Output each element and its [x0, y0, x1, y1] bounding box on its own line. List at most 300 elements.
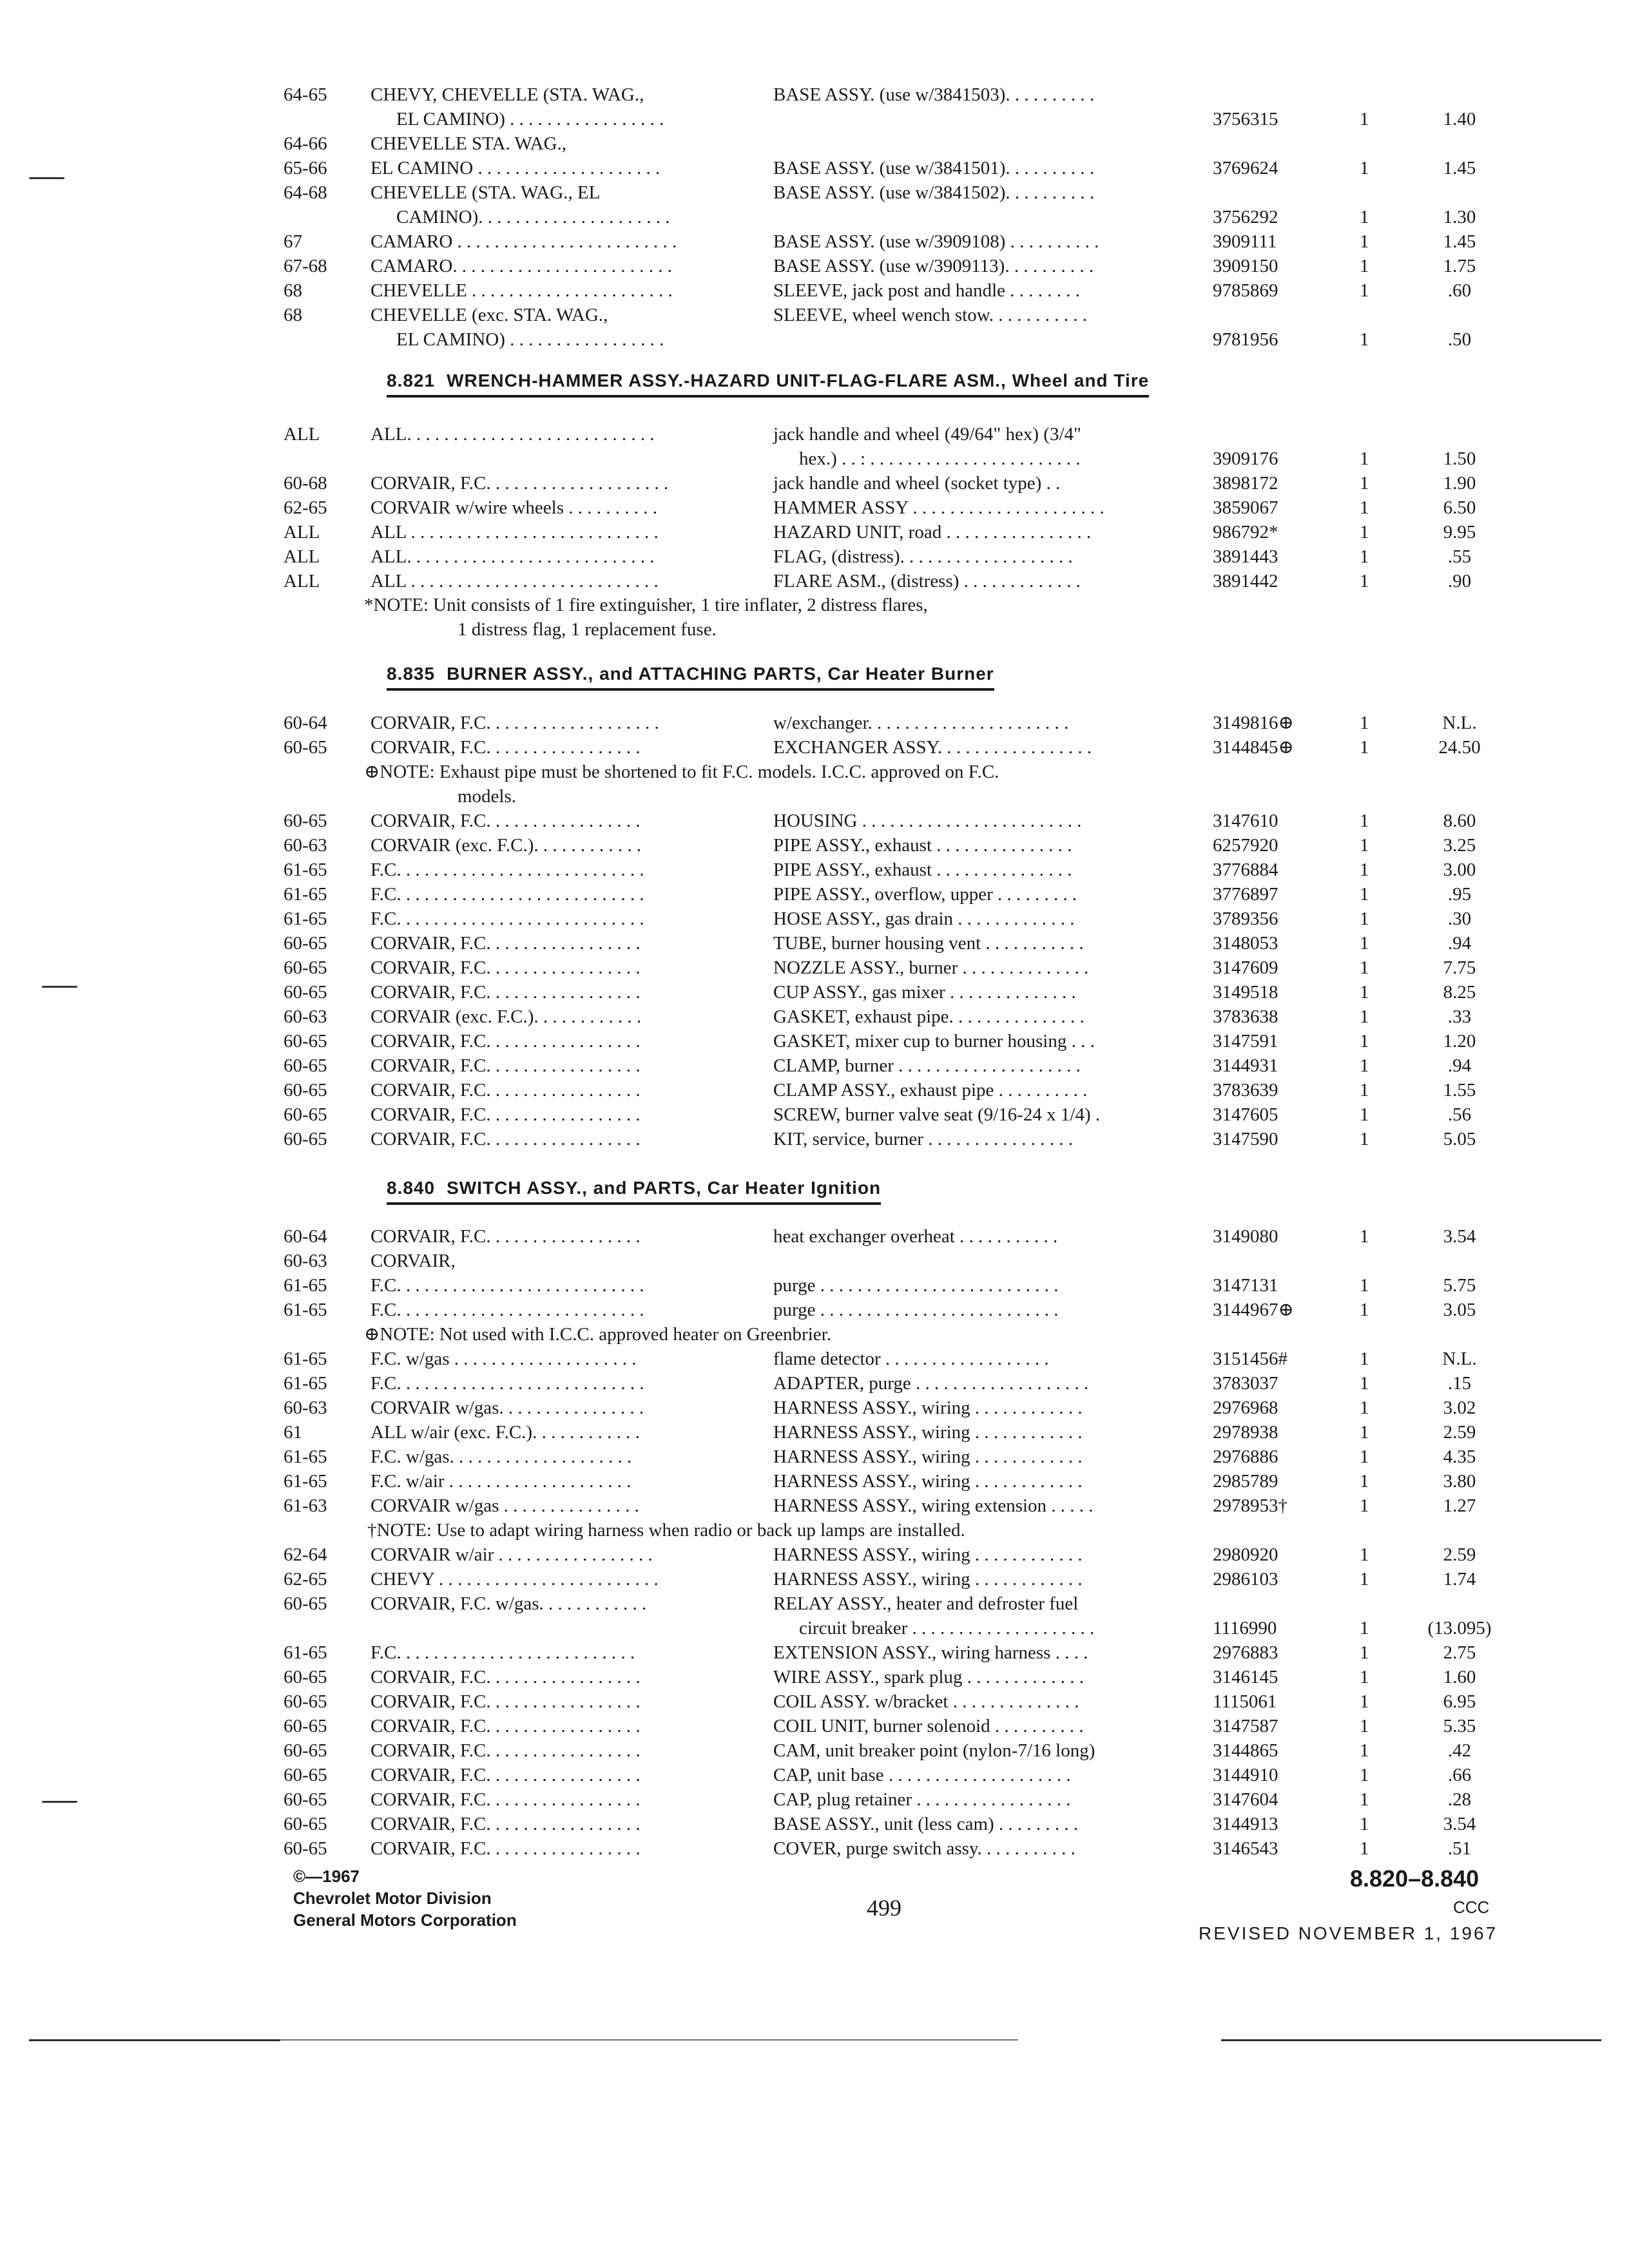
- quantity-cell: 1: [1360, 280, 1369, 301]
- part-cell: SLEEVE, wheel wench stow. . . . . . . . . . .: [773, 305, 1088, 325]
- year-cell: 68: [284, 305, 302, 325]
- part-number-cell: 3756292: [1213, 207, 1278, 227]
- model-cell: CORVAIR, F.C. . . . . . . . . . . . . . . . .: [371, 1031, 641, 1052]
- year-cell: 62-65: [284, 497, 327, 518]
- quantity-cell: 1: [1360, 1642, 1369, 1663]
- quantity-cell: 1: [1360, 1398, 1369, 1418]
- quantity-cell: 1: [1360, 811, 1369, 831]
- price-cell: 3.00: [1443, 860, 1476, 880]
- model-cell: F.C. . . . . . . . . . . . . . . . . . . . . . . . . . .: [371, 1373, 644, 1394]
- model-cell: CORVAIR, F.C. . . . . . . . . . . . . . . . . . .: [371, 713, 659, 733]
- table-row: [284, 520, 1508, 544]
- catalog-code: CCC: [1453, 1898, 1490, 1917]
- part-cell: SCREW, burner valve seat (9/16-24 x 1/4) .: [773, 1104, 1101, 1125]
- quantity-cell: 1: [1360, 957, 1369, 978]
- price-cell: (13.095): [1427, 1618, 1492, 1639]
- scan-margin-mark: [42, 986, 77, 988]
- part-number-cell: 3776897: [1213, 884, 1278, 905]
- table-row: [284, 1567, 1508, 1591]
- model-cell: CORVAIR, F.C. . . . . . . . . . . . . . . . .: [371, 1740, 641, 1761]
- model-cell: CORVAIR, F.C. . . . . . . . . . . . . . . . .: [371, 933, 641, 954]
- model-cell: CORVAIR, F.C. . . . . . . . . . . . . . . . .: [371, 1789, 641, 1810]
- section-840-note-b: [284, 1518, 1508, 1542]
- part-number-cell: 6257920: [1213, 835, 1278, 856]
- part-cell: CUP ASSY., gas mixer . . . . . . . . . . . . . .: [773, 982, 1076, 1003]
- quantity-cell: 1: [1360, 1814, 1369, 1834]
- quantity-cell: 1: [1360, 1691, 1369, 1712]
- part-number-cell: 2986103: [1213, 1569, 1278, 1590]
- model-cell: CORVAIR, F.C. . . . . . . . . . . . . . . . .: [371, 982, 641, 1003]
- part-number-cell: 3789356: [1213, 908, 1278, 929]
- model-cell: CORVAIR, F.C. . . . . . . . . . . . . . . . .: [371, 1226, 641, 1247]
- section-title: BURNER ASSY., and ATTACHING PARTS, Car Heater Burner: [447, 664, 994, 684]
- part-number-cell: 3783638: [1213, 1006, 1278, 1027]
- quantity-cell: 1: [1360, 1055, 1369, 1076]
- quantity-cell: 1: [1360, 1300, 1369, 1320]
- quantity-cell: 1: [1360, 1544, 1369, 1565]
- part-number-cell: 986792*: [1213, 522, 1278, 543]
- table-row: [284, 1494, 1508, 1518]
- part-number-cell: 3147131: [1213, 1275, 1278, 1296]
- note-line: models.: [458, 786, 517, 807]
- table-row: [284, 569, 1508, 593]
- part-cell: COIL UNIT, burner solenoid . . . . . . . . . .: [773, 1716, 1084, 1736]
- year-cell: 60-65: [284, 1080, 327, 1100]
- quantity-cell: 1: [1360, 109, 1369, 130]
- model-cell: ALL. . . . . . . . . . . . . . . . . . . . . . . . . . .: [371, 546, 655, 567]
- model-cell: CHEVELLE . . . . . . . . . . . . . . . . . . . . . .: [371, 280, 673, 301]
- part-cell: FLAG, (distress). . . . . . . . . . . . . . . . . . .: [773, 546, 1073, 567]
- model-cell: CORVAIR, F.C. w/gas. . . . . . . . . . . .: [371, 1593, 647, 1614]
- part-cell: BASE ASSY. (use w/3841503). . . . . . . . . .: [773, 84, 1095, 105]
- year-cell: 60-65: [284, 737, 327, 758]
- table-row: [284, 1689, 1508, 1714]
- table-row: [284, 156, 1508, 180]
- year-cell: 60-63: [284, 1398, 327, 1418]
- part-cell: GASKET, mixer cup to burner housing . . .: [773, 1031, 1095, 1052]
- quantity-cell: 1: [1360, 207, 1369, 227]
- model-cell: CHEVELLE STA. WAG.,: [371, 133, 567, 154]
- quantity-cell: 1: [1360, 1129, 1369, 1149]
- part-number-cell: 3891442: [1213, 571, 1278, 591]
- part-number-cell: 3769624: [1213, 158, 1278, 178]
- year-cell: ALL: [284, 571, 320, 591]
- year-cell: 64-65: [284, 84, 327, 105]
- price-cell: 1.30: [1443, 207, 1476, 227]
- note-line: 1 distress flag, 1 replacement fuse.: [458, 619, 717, 640]
- part-cell: PIPE ASSY., exhaust . . . . . . . . . . . . . . .: [773, 860, 1072, 880]
- quantity-cell: 1: [1360, 522, 1369, 543]
- table-row: [284, 1347, 1508, 1371]
- price-cell: 8.25: [1443, 982, 1476, 1003]
- year-cell: 60-65: [284, 933, 327, 954]
- model-cell: CORVAIR (exc. F.C.). . . . . . . . . . . .: [371, 1006, 642, 1027]
- year-cell: 61-63: [284, 1495, 327, 1516]
- model-cell: CHEVELLE (exc. STA. WAG., EL CAMINO) . . . . . . . . . . . . . . . . .: [371, 303, 1037, 327]
- section-number: 8.840: [387, 1178, 436, 1198]
- bottom-rule: [280, 2039, 1018, 2041]
- model-cell: ALL . . . . . . . . . . . . . . . . . . . . . . . . . . .: [371, 522, 659, 543]
- note-line: ⊕NOTE: Exhaust pipe must be shortened to fit F.C. models. I.C.C. approved on F.C.: [364, 762, 999, 782]
- price-cell: 3.54: [1443, 1814, 1476, 1834]
- part-cell-line2: circuit breaker . . . . . . . . . . . . . . . . . . . .: [799, 1618, 1095, 1639]
- table-row: [284, 907, 1508, 931]
- part-number-cell: 2976968: [1213, 1398, 1278, 1418]
- model-cell: CORVAIR, F.C. . . . . . . . . . . . . . . . .: [371, 737, 641, 758]
- table-row: [284, 956, 1508, 980]
- section-title: WRENCH-HAMMER ASSY.-HAZARD UNIT-FLAG-FLARE ASM., Wheel and Tire: [447, 370, 1150, 390]
- model-cell: CAMARO . . . . . . . . . . . . . . . . . . . . . . . .: [371, 231, 677, 252]
- section-835-note: [284, 760, 1508, 809]
- section-840-heading: [387, 1178, 881, 1205]
- year-cell: 61-65: [284, 860, 327, 880]
- year-cell: 60-65: [284, 811, 327, 831]
- price-cell: 1.45: [1443, 158, 1476, 178]
- table-row: [284, 1371, 1508, 1396]
- table-row: [284, 1029, 1508, 1053]
- price-cell: 1.45: [1443, 231, 1476, 252]
- quantity-cell: 1: [1360, 1226, 1369, 1247]
- part-cell: PIPE ASSY., exhaust . . . . . . . . . . . . . . .: [773, 835, 1072, 856]
- price-cell: 1.75: [1443, 256, 1476, 276]
- price-cell: 5.05: [1443, 1129, 1476, 1149]
- price-cell: 2.59: [1443, 1544, 1476, 1565]
- model-cell: CORVAIR, F.C. . . . . . . . . . . . . . . . .: [371, 811, 641, 831]
- section-821-note: [284, 593, 1508, 642]
- corporation: General Motors Corporation: [293, 1910, 517, 1930]
- table-row: [284, 278, 1508, 303]
- part-cell: PIPE ASSY., overflow, upper . . . . . . . . .: [773, 884, 1077, 905]
- quantity-cell: 1: [1360, 571, 1369, 591]
- table-row: [284, 1665, 1508, 1689]
- part-number-cell: 1115061: [1213, 1691, 1277, 1712]
- quantity-cell: 1: [1360, 473, 1369, 494]
- table-row: [284, 1445, 1508, 1469]
- price-cell: 6.50: [1443, 497, 1476, 518]
- year-cell: 60-64: [284, 1226, 327, 1247]
- part-number-cell: 2978953†: [1213, 1495, 1287, 1516]
- price-cell: 3.54: [1443, 1226, 1476, 1247]
- table-row: [284, 1249, 1508, 1273]
- price-cell: .51: [1447, 1838, 1472, 1859]
- model-cell: CORVAIR w/gas . . . . . . . . . . . . . . .: [371, 1495, 639, 1516]
- part-number-cell: 3147587: [1213, 1716, 1278, 1736]
- price-cell: 5.75: [1443, 1275, 1476, 1296]
- part-number-cell: 3147605: [1213, 1104, 1278, 1125]
- part-cell: HARNESS ASSY., wiring . . . . . . . . . . . .: [773, 1471, 1083, 1492]
- quantity-cell: 1: [1360, 1446, 1369, 1467]
- part-cell: TUBE, burner housing vent . . . . . . . . . . .: [773, 933, 1084, 954]
- bottom-rule: [1221, 2039, 1601, 2041]
- price-cell: 1.90: [1443, 473, 1476, 494]
- part-cell: jack handle and wheel (49/64" hex) (3/4" hex.) . . : . . . . . . . . . . . . . . . . . . . . . . .: [773, 422, 1211, 447]
- part-cell: BASE ASSY. (use w/3909108) . . . . . . . . . .: [773, 231, 1099, 252]
- part-cell: FLARE ASM., (distress) . . . . . . . . . . . . .: [773, 571, 1081, 591]
- model-cell: CORVAIR, F.C. . . . . . . . . . . . . . . . .: [371, 1055, 641, 1076]
- table-row: [284, 1640, 1508, 1665]
- model-cell: CORVAIR, F.C. . . . . . . . . . . . . . . . .: [371, 957, 641, 978]
- year-cell: 60-65: [284, 957, 327, 978]
- model-cell: CORVAIR, F.C. . . . . . . . . . . . . . . . .: [371, 1838, 641, 1859]
- part-number-cell: 3149080: [1213, 1226, 1278, 1247]
- table-row: [284, 1396, 1508, 1420]
- model-cell: F.C. . . . . . . . . . . . . . . . . . . . . . . . . . .: [371, 884, 644, 905]
- part-number-cell: 3891443: [1213, 546, 1278, 567]
- year-cell: 60-65: [284, 1667, 327, 1687]
- table-row: [284, 1420, 1508, 1445]
- price-cell: N.L.: [1442, 713, 1477, 733]
- part-number-cell: 2985789: [1213, 1471, 1278, 1492]
- price-cell: .15: [1447, 1373, 1472, 1394]
- year-cell: 60-65: [284, 1765, 327, 1785]
- note-line: †NOTE: Use to adapt wiring harness when radio or back up lamps are installed.: [367, 1520, 965, 1541]
- year-cell: 60-65: [284, 1104, 327, 1125]
- page-number: 499: [867, 1895, 901, 1921]
- price-cell: .94: [1447, 933, 1472, 954]
- part-cell: CAP, unit base . . . . . . . . . . . . . . . . . . . .: [773, 1765, 1071, 1785]
- price-cell: .66: [1447, 1765, 1472, 1785]
- quantity-cell: 1: [1360, 1471, 1369, 1492]
- price-cell: 7.75: [1443, 957, 1476, 978]
- quantity-cell: 1: [1360, 1275, 1369, 1296]
- section-835-table-b: [284, 809, 1508, 1151]
- year-cell: 68: [284, 280, 302, 301]
- part-number-cell: 3144913: [1213, 1814, 1278, 1834]
- part-cell: HOUSING . . . . . . . . . . . . . . . . . . . . . . . .: [773, 811, 1082, 831]
- table-row: [284, 809, 1508, 833]
- copyright: ©—1967: [293, 1867, 360, 1886]
- year-cell: 60-65: [284, 1789, 327, 1810]
- part-number-cell: 1116990: [1213, 1618, 1277, 1639]
- table-row: [284, 1298, 1508, 1322]
- year-cell: 65-66: [284, 158, 327, 178]
- year-cell: 60-65: [284, 982, 327, 1003]
- part-number-cell: 3898172: [1213, 473, 1278, 494]
- price-cell: 8.60: [1443, 811, 1476, 831]
- division: Chevrolet Motor Division: [293, 1888, 492, 1908]
- part-number-cell: 3146145: [1213, 1667, 1278, 1687]
- part-number-cell: 3149816⊕: [1213, 713, 1294, 733]
- part-cell: EXCHANGER ASSY. . . . . . . . . . . . . . . . .: [773, 737, 1092, 758]
- model-cell: CORVAIR w/wire wheels . . . . . . . . . .: [371, 497, 658, 518]
- year-cell: 61-65: [284, 1471, 327, 1492]
- table-row: [284, 1053, 1508, 1078]
- part-number-cell: 2976883: [1213, 1642, 1278, 1663]
- year-cell: 64-66: [284, 133, 327, 154]
- model-cell: CORVAIR, F.C. . . . . . . . . . . . . . . . .: [371, 1716, 641, 1736]
- model-cell: CHEVY . . . . . . . . . . . . . . . . . . . . . . . .: [371, 1569, 659, 1590]
- part-cell: heat exchanger overheat . . . . . . . . . . .: [773, 1226, 1058, 1247]
- price-cell: 1.40: [1443, 109, 1476, 130]
- part-number-cell: 9781956: [1213, 329, 1278, 350]
- note-line: *NOTE: Unit consists of 1 fire extinguisher, 1 tire inflater, 2 distress flares,: [364, 595, 928, 615]
- part-number-cell: 3144865: [1213, 1740, 1278, 1761]
- quantity-cell: 1: [1360, 329, 1369, 350]
- scan-margin-mark: [29, 177, 64, 179]
- quantity-cell: 1: [1360, 1789, 1369, 1810]
- table-row: [284, 735, 1508, 760]
- table-row: [284, 495, 1508, 520]
- price-cell: 1.74: [1443, 1569, 1476, 1590]
- part-cell: ADAPTER, purge . . . . . . . . . . . . . . . . . . .: [773, 1373, 1089, 1394]
- part-cell: CAP, plug retainer . . . . . . . . . . . . . . . . .: [773, 1789, 1071, 1810]
- year-cell: 60-65: [284, 1593, 327, 1614]
- bottom-rule: [29, 2039, 280, 2041]
- price-cell: N.L.: [1442, 1349, 1477, 1369]
- table-row: [284, 711, 1508, 735]
- quantity-cell: 1: [1360, 933, 1369, 954]
- model-cell: F.C. w/gas. . . . . . . . . . . . . . . . . . . .: [371, 1446, 632, 1467]
- revision-date: REVISED NOVEMBER 1, 1967: [1199, 1923, 1498, 1943]
- price-cell: .28: [1447, 1789, 1472, 1810]
- table-row: [284, 422, 1508, 471]
- part-number-cell: 2976886: [1213, 1446, 1278, 1467]
- section-821-heading: [387, 370, 1149, 398]
- section-number: 8.821: [387, 370, 436, 390]
- year-cell: ALL: [284, 424, 320, 445]
- year-cell: 60-65: [284, 1691, 327, 1712]
- scan-margin-mark: [42, 1801, 77, 1803]
- table-row: [284, 1763, 1508, 1787]
- year-cell: 61-65: [284, 1446, 327, 1467]
- year-cell: 60-65: [284, 1129, 327, 1149]
- year-cell: 60-65: [284, 1055, 327, 1076]
- price-cell: 1.50: [1443, 448, 1476, 469]
- price-cell: .33: [1447, 1006, 1472, 1027]
- part-cell: HOSE ASSY., gas drain . . . . . . . . . . . . .: [773, 908, 1075, 929]
- quantity-cell: 1: [1360, 1569, 1369, 1590]
- table-row: [284, 1273, 1508, 1298]
- model-cell: CORVAIR, F.C. . . . . . . . . . . . . . . . .: [371, 1765, 641, 1785]
- price-cell: 4.35: [1443, 1446, 1476, 1467]
- table-row: [284, 303, 1508, 352]
- quantity-cell: 1: [1360, 1765, 1369, 1785]
- note-line: ⊕NOTE: Not used with I.C.C. approved heater on Greenbrier.: [364, 1324, 831, 1345]
- price-cell: .94: [1447, 1055, 1472, 1076]
- price-cell: 1.55: [1443, 1080, 1476, 1100]
- part-cell: CAM, unit breaker point (nylon-7/16 long): [773, 1740, 1095, 1761]
- model-cell: CHEVY, CHEVELLE (STA. WAG., EL CAMINO) . . . . . . . . . . . . . . . . .: [371, 82, 1037, 107]
- section-840-table-b: [284, 1347, 1508, 1518]
- part-number-cell: 3151456#: [1213, 1349, 1287, 1369]
- quantity-cell: 1: [1360, 1838, 1369, 1859]
- quantity-cell: 1: [1360, 1373, 1369, 1394]
- quantity-cell: 1: [1360, 1740, 1369, 1761]
- year-cell: 62-64: [284, 1544, 327, 1565]
- part-cell: KIT, service, burner . . . . . . . . . . . . . . . .: [773, 1129, 1073, 1149]
- part-number-cell: 3144845⊕: [1213, 737, 1294, 758]
- year-cell: 62-65: [284, 1569, 327, 1590]
- quantity-cell: 1: [1360, 1495, 1369, 1516]
- model-cell: CORVAIR, F.C. . . . . . . . . . . . . . . . .: [371, 1667, 641, 1687]
- model-cell: CORVAIR w/gas. . . . . . . . . . . . . . . .: [371, 1398, 644, 1418]
- model-cell: CHEVELLE (STA. WAG., EL CAMINO). . . . . . . . . . . . . . . . . . . . .: [371, 180, 1037, 205]
- table-row: [284, 833, 1508, 858]
- section-821-table: [284, 422, 1508, 593]
- part-cell: flame detector . . . . . . . . . . . . . . . . . .: [773, 1349, 1049, 1369]
- table-row: [284, 1591, 1508, 1640]
- table-row: [284, 931, 1508, 956]
- part-number-cell: 3909150: [1213, 256, 1278, 276]
- section-840-note-a: [284, 1322, 1508, 1347]
- part-cell: BASE ASSY. (use w/3841502). . . . . . . . . .: [773, 182, 1095, 203]
- price-cell: 3.80: [1443, 1471, 1476, 1492]
- table-row: [284, 471, 1508, 495]
- part-cell: GASKET, exhaust pipe. . . . . . . . . . . . . . .: [773, 1006, 1084, 1027]
- part-number-cell: 9785869: [1213, 280, 1278, 301]
- part-cell: HARNESS ASSY., wiring . . . . . . . . . . . .: [773, 1446, 1083, 1467]
- quantity-cell: 1: [1360, 231, 1369, 252]
- part-number-cell: 3148053: [1213, 933, 1278, 954]
- year-cell: 67: [284, 231, 302, 252]
- year-cell: 61-65: [284, 1300, 327, 1320]
- model-cell: CAMARO. . . . . . . . . . . . . . . . . . . . . . . .: [371, 256, 673, 276]
- price-cell: .90: [1447, 571, 1472, 591]
- model-cell-line2: EL CAMINO) . . . . . . . . . . . . . . . . .: [396, 329, 664, 350]
- price-cell: 1.27: [1443, 1495, 1476, 1516]
- section-range: 8.820–8.840: [1350, 1865, 1480, 1892]
- model-cell: CORVAIR, F.C. . . . . . . . . . . . . . . . .: [371, 1104, 641, 1125]
- year-cell: 61-65: [284, 1642, 327, 1663]
- table-row: [284, 180, 1508, 229]
- price-cell: .55: [1447, 546, 1472, 567]
- quantity-cell: 1: [1360, 158, 1369, 178]
- quantity-cell: 1: [1360, 908, 1369, 929]
- quantity-cell: 1: [1360, 256, 1369, 276]
- year-cell: 60-64: [284, 713, 327, 733]
- year-cell: 60-65: [284, 1031, 327, 1052]
- part-cell: NOZZLE ASSY., burner . . . . . . . . . . . . . .: [773, 957, 1089, 978]
- model-cell: ALL . . . . . . . . . . . . . . . . . . . . . . . . . . .: [371, 571, 659, 591]
- model-cell: CORVAIR (exc. F.C.). . . . . . . . . . . .: [371, 835, 642, 856]
- year-cell: 60-65: [284, 1740, 327, 1761]
- table-row: [284, 882, 1508, 907]
- price-cell: .30: [1447, 908, 1472, 929]
- part-number-cell: 3147610: [1213, 811, 1278, 831]
- table-row: [284, 1078, 1508, 1102]
- quantity-cell: 1: [1360, 1031, 1369, 1052]
- model-cell: CORVAIR, F.C. . . . . . . . . . . . . . . . .: [371, 1129, 641, 1149]
- price-cell: .60: [1447, 280, 1472, 301]
- part-number-cell: 3147590: [1213, 1129, 1278, 1149]
- table-row: [284, 131, 1508, 156]
- quantity-cell: 1: [1360, 546, 1369, 567]
- part-number-cell: 3776884: [1213, 860, 1278, 880]
- part-cell: jack handle and wheel (socket type) . .: [773, 473, 1061, 494]
- part-number-cell: 3147591: [1213, 1031, 1278, 1052]
- table-row: [284, 544, 1508, 569]
- quantity-cell: 1: [1360, 497, 1369, 518]
- part-cell: CLAMP, burner . . . . . . . . . . . . . . . . . . . .: [773, 1055, 1081, 1076]
- part-cell: WIRE ASSY., spark plug . . . . . . . . . . . . .: [773, 1667, 1084, 1687]
- part-cell: COIL ASSY. w/bracket . . . . . . . . . . . . . .: [773, 1691, 1079, 1712]
- price-cell: 5.35: [1443, 1716, 1476, 1736]
- price-cell: 2.75: [1443, 1642, 1476, 1663]
- price-cell: 2.59: [1443, 1422, 1476, 1443]
- year-cell: 64-68: [284, 182, 327, 203]
- model-cell: F.C. . . . . . . . . . . . . . . . . . . . . . . . . . .: [371, 1300, 644, 1320]
- table-row: [284, 858, 1508, 882]
- table-row: [284, 1836, 1508, 1861]
- model-cell: CORVAIR, F.C. . . . . . . . . . . . . . . . .: [371, 1080, 641, 1100]
- quantity-cell: 1: [1360, 1349, 1369, 1369]
- table-row: [284, 1004, 1508, 1029]
- part-cell: BASE ASSY. (use w/3909113). . . . . . . . . .: [773, 256, 1094, 276]
- table-row: [284, 1469, 1508, 1494]
- table-row: [284, 1787, 1508, 1812]
- year-cell: 61-65: [284, 1349, 327, 1369]
- part-number-cell: 3149518: [1213, 982, 1278, 1003]
